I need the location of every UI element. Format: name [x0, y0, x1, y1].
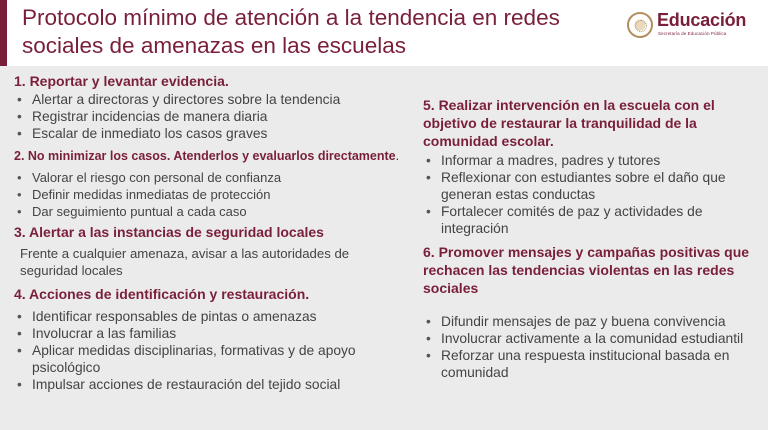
bullet-list: [14, 91, 404, 142]
bullet-list: [423, 152, 763, 237]
list-item: • Reforzar una respuesta institucional basada en comunidad: [426, 348, 730, 380]
section-heading: 5. Realizar intervención en la escuela con el objetivo de restaurar la tranquilidad de la comunidad escolar.: [423, 97, 715, 149]
bullet-list: [423, 313, 763, 381]
bullet-icon: •: [426, 153, 431, 168]
list-item: • Identificar responsables de pintas o amenazas: [17, 309, 317, 324]
list-item: • Fortalecer comités de paz y actividades de integración: [426, 204, 703, 236]
list-item: • Informar a madres, padres y tutores: [426, 153, 661, 168]
section-2: [14, 148, 404, 220]
list-item: • Reflexionar con estudiantes sobre el daño que generan estas conductas: [426, 170, 726, 202]
list-item: • Definir medidas inmediatas de protección: [17, 187, 271, 202]
list-item: • Aplicar medidas disciplinarias, formativas y de apoyo psicológico: [17, 343, 356, 375]
bullet-list: [14, 308, 404, 393]
section-text: Frente a cualquier amenaza, avisar a las autoridades de seguridad locales: [20, 246, 350, 278]
right-column: [423, 66, 763, 381]
content-panel: [0, 66, 768, 430]
section-6: [423, 243, 763, 381]
section-3: [14, 223, 404, 279]
list-item: • Valorar el riesgo con personal de confianza: [17, 170, 282, 185]
bullet-icon: •: [17, 204, 22, 219]
section-1: [14, 72, 404, 142]
list-item: • Alertar a directoras y directores sobre la tendencia: [17, 92, 341, 107]
list-item: • Dar seguimiento puntual a cada caso: [17, 204, 247, 219]
bullet-icon: •: [17, 309, 22, 324]
list-item: • Escalar de inmediato los casos graves: [17, 126, 268, 141]
sep-logo: [625, 10, 760, 46]
list-item: • Involucrar activamente a la comunidad estudiantil: [426, 331, 744, 346]
bullet-icon: •: [17, 109, 22, 124]
bullet-list: [14, 169, 404, 220]
bullet-icon: •: [426, 348, 431, 363]
logo-text: Educación: [657, 10, 747, 30]
bullet-icon: •: [17, 343, 22, 358]
bullet-icon: •: [426, 204, 431, 219]
seal-icon: [627, 12, 653, 38]
bullet-icon: •: [17, 326, 22, 341]
section-4: [14, 285, 404, 393]
section-heading: 3. Alertar a las instancias de seguridad locales: [14, 224, 324, 240]
accent-bar: [0, 0, 7, 66]
list-item: • Difundir mensajes de paz y buena convivencia: [426, 314, 726, 329]
bullet-icon: •: [17, 377, 22, 392]
list-item: • Involucrar a las familias: [17, 326, 177, 341]
section-heading: 1. Reportar y levantar evidencia.: [14, 73, 229, 89]
section-heading: 4. Acciones de identificación y restauración.: [14, 286, 310, 302]
bullet-icon: •: [17, 126, 22, 141]
logo-subtext: Secretaría de Educación Pública: [658, 31, 727, 36]
list-item: • Impulsar acciones de restauración del tejido social: [17, 377, 341, 392]
bullet-icon: •: [17, 187, 22, 202]
bullet-icon: •: [17, 170, 22, 185]
section-heading: 2. No minimizar los casos. Atenderlos y evaluarlos directamente.: [14, 149, 400, 163]
bullet-icon: •: [426, 314, 431, 329]
page-title: Protocolo mínimo de atención a la tendencia en redes sociales de amenazas en las escuelas: [22, 5, 560, 58]
section-5: [423, 96, 763, 237]
left-column: [14, 66, 404, 393]
list-item: • Registrar incidencias de manera diaria: [17, 109, 268, 124]
bullet-icon: •: [426, 331, 431, 346]
bullet-icon: •: [17, 92, 22, 107]
section-heading: 6. Promover mensajes y campañas positivas que rechacen las tendencias violentas en las redes sociales: [423, 244, 750, 296]
bullet-icon: •: [426, 170, 431, 185]
